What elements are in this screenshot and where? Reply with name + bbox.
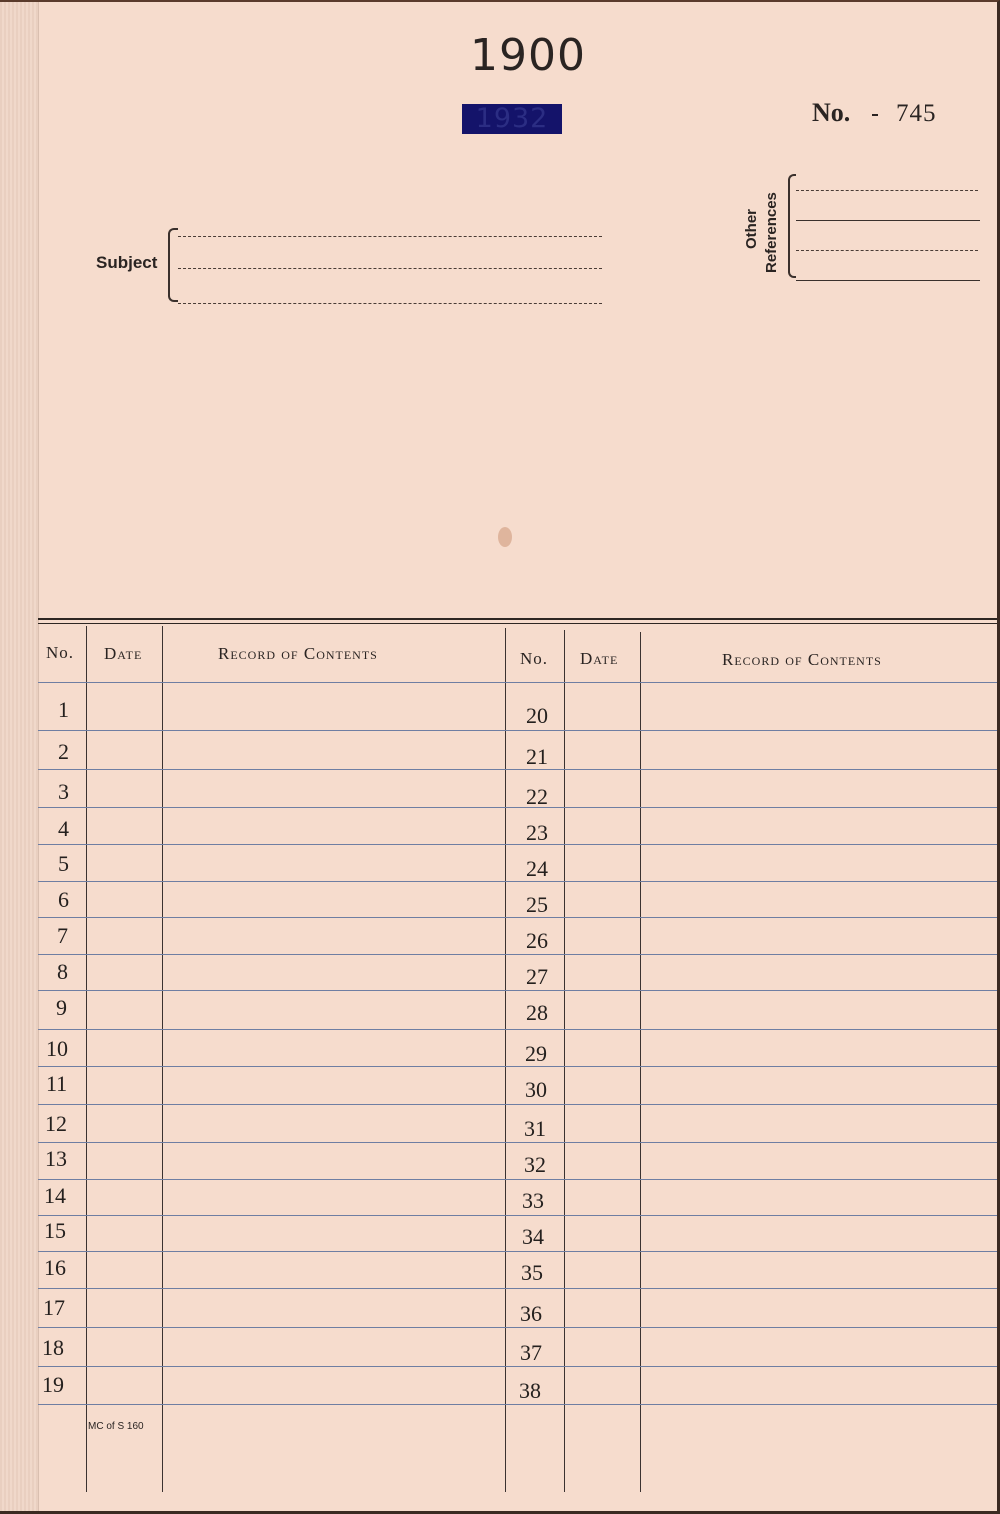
row-number-left: 18 <box>42 1335 64 1360</box>
paper-stain <box>498 527 512 547</box>
row-number-left: 16 <box>44 1255 66 1280</box>
row-number-right: 38 <box>519 1378 541 1403</box>
row-number-right: 22 <box>526 784 548 809</box>
row-line <box>38 881 1000 882</box>
subject-line-3 <box>178 303 602 304</box>
row-number-left: 10 <box>46 1036 68 1061</box>
file-number-dash <box>872 114 878 116</box>
row-line <box>38 807 1000 808</box>
row-line <box>38 1251 1000 1252</box>
printed-year: 1900 <box>470 30 586 81</box>
row-line <box>38 1179 1000 1180</box>
row-line <box>38 769 1000 770</box>
row-number-right: 31 <box>524 1116 546 1141</box>
row-line <box>38 730 1000 731</box>
row-line <box>38 1288 1000 1289</box>
col-line-date-left <box>162 626 163 1492</box>
row-number-right: 23 <box>526 820 548 845</box>
reference-line-2 <box>796 220 980 221</box>
row-number-right: 29 <box>525 1041 547 1066</box>
other-references-label-line2: References <box>763 192 780 273</box>
reference-line-1 <box>796 190 978 191</box>
row-line <box>38 1215 1000 1216</box>
row-number-right: 30 <box>525 1077 547 1102</box>
header-date-left: Date <box>104 644 143 663</box>
row-number-right: 21 <box>526 744 548 769</box>
binding-spine <box>0 2 39 1514</box>
row-line <box>38 917 1000 918</box>
col-line-no-left <box>86 626 87 1492</box>
row-line <box>38 682 1000 683</box>
header-record-left: Record of Contents <box>218 644 378 663</box>
row-number-left: 4 <box>58 816 69 841</box>
row-number-left: 3 <box>58 779 69 804</box>
row-number-right: 32 <box>524 1152 546 1177</box>
row-number-right: 37 <box>520 1340 542 1365</box>
row-number-left: 12 <box>45 1111 67 1136</box>
row-line <box>38 1104 1000 1105</box>
overstamped-year: 1932 <box>462 104 562 134</box>
row-number-left: 7 <box>57 923 68 948</box>
other-references-label-line1: Other <box>743 208 760 249</box>
row-line <box>38 990 1000 991</box>
reference-line-4 <box>796 280 980 281</box>
row-number-right: 26 <box>526 928 548 953</box>
row-number-left: 5 <box>58 851 69 876</box>
reference-line-3 <box>796 250 978 251</box>
row-line <box>38 1066 1000 1067</box>
row-number-right: 33 <box>522 1188 544 1213</box>
file-number-label: No. <box>812 98 851 127</box>
row-number-right: 20 <box>526 703 548 728</box>
row-number-left: 1 <box>58 697 69 722</box>
row-number-left: 14 <box>44 1183 66 1208</box>
table-top-rule <box>38 618 1000 620</box>
row-line <box>38 1404 1000 1405</box>
subject-line-1 <box>178 236 602 237</box>
row-number-right: 28 <box>526 1000 548 1025</box>
header-record-right: Record of Contents <box>722 650 882 669</box>
row-number-left: 9 <box>56 995 67 1020</box>
row-line <box>38 1142 1000 1143</box>
row-number-left: 11 <box>46 1071 68 1096</box>
row-number-right: 25 <box>526 892 548 917</box>
references-bracket <box>788 174 796 278</box>
header-no-right: No. <box>520 649 549 668</box>
row-number-left: 6 <box>58 887 69 912</box>
subject-bracket <box>168 228 178 302</box>
col-line-no-right <box>564 630 565 1492</box>
print-code: MC of S 160 <box>88 1421 144 1432</box>
row-number-left: 13 <box>45 1146 67 1171</box>
row-line <box>38 1029 1000 1030</box>
row-number-left: 17 <box>43 1295 65 1320</box>
row-line <box>38 1327 1000 1328</box>
row-line <box>38 1366 1000 1367</box>
header-no-left: No. <box>46 643 75 662</box>
row-line <box>38 954 1000 955</box>
subject-label: Subject <box>96 253 158 272</box>
row-number-right: 35 <box>521 1260 543 1285</box>
row-number-right: 36 <box>520 1301 542 1326</box>
row-number-right: 24 <box>526 856 548 881</box>
row-number-left: 15 <box>44 1218 66 1243</box>
header-date-right: Date <box>580 649 619 668</box>
file-number-value: 745 <box>896 100 937 127</box>
row-line <box>38 844 1000 845</box>
row-number-left: 2 <box>58 739 69 764</box>
col-line-date-right <box>640 632 641 1492</box>
row-number-left: 8 <box>57 959 68 984</box>
row-number-right: 34 <box>522 1224 544 1249</box>
row-number-right: 27 <box>526 964 548 989</box>
table-top-rule-2 <box>38 623 1000 624</box>
col-line-center <box>505 628 506 1492</box>
row-number-left: 19 <box>42 1372 64 1397</box>
subject-line-2 <box>178 268 602 269</box>
